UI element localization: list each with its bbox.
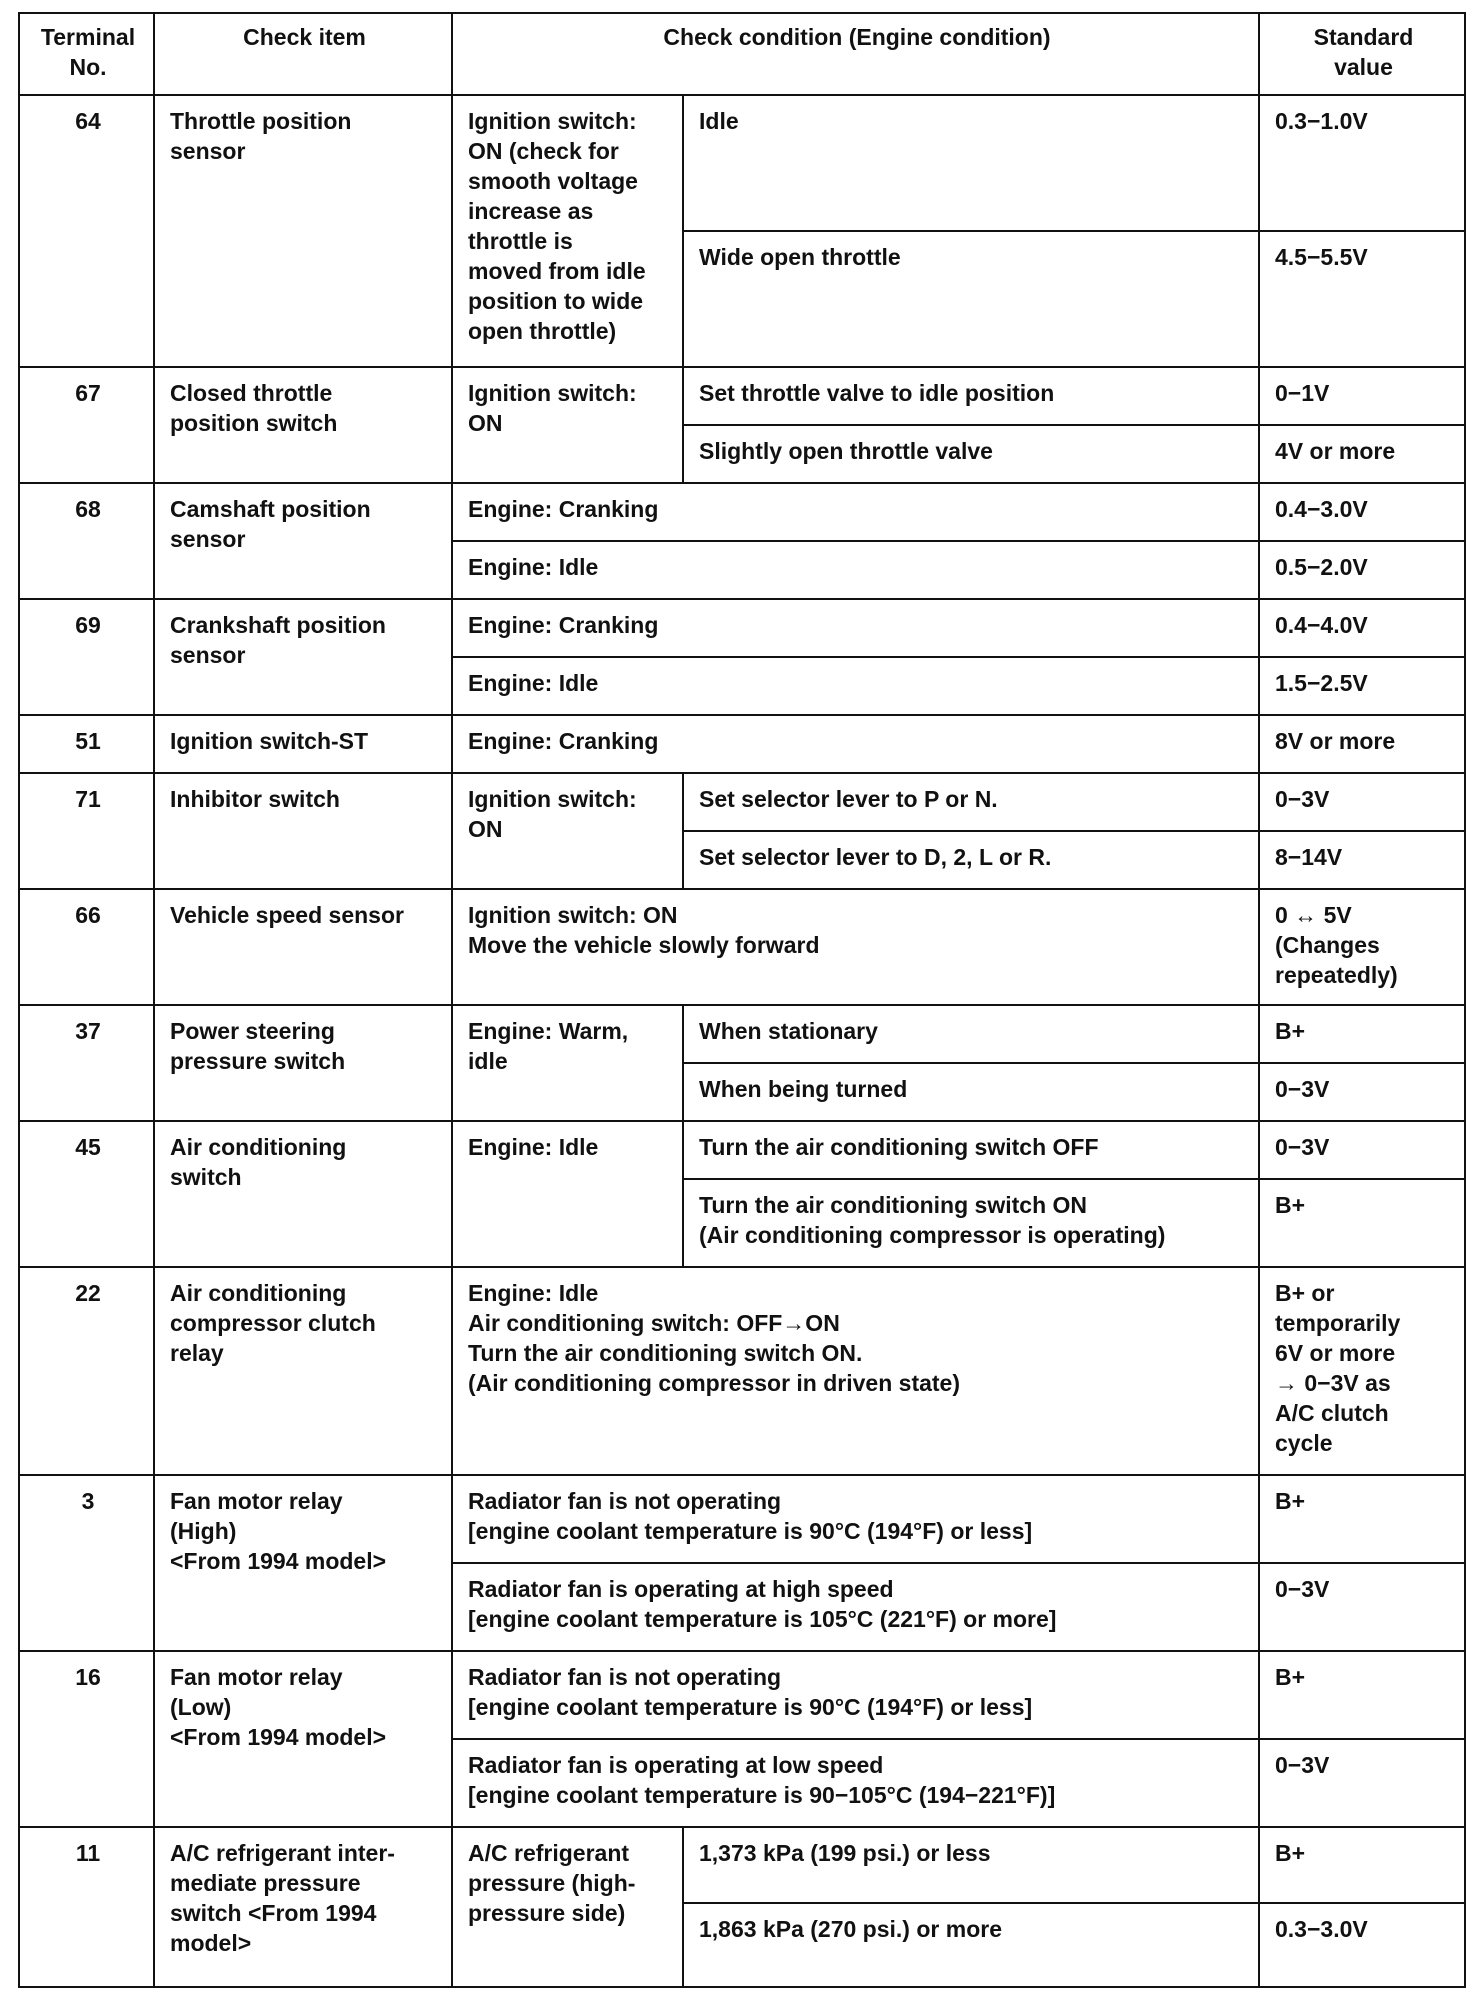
table-row bbox=[19, 483, 1465, 541]
table-row bbox=[19, 1475, 1465, 1563]
standard-value: 4.5−5.5V bbox=[1259, 231, 1465, 367]
terminal-number: 64 bbox=[19, 95, 154, 367]
terminal-number: 68 bbox=[19, 483, 154, 599]
table-row bbox=[19, 95, 1465, 231]
check-condition: Radiator fan is operating at low speed [engine coolant temperature is 90−105°C (194−221°F)] bbox=[452, 1739, 1259, 1827]
terminal-number: 16 bbox=[19, 1651, 154, 1827]
check-condition: Engine: Cranking bbox=[452, 715, 1259, 773]
check-condition: Engine: Idle bbox=[452, 657, 1259, 715]
standard-value: 0.3−3.0V bbox=[1259, 1903, 1465, 1987]
terminal-number: 51 bbox=[19, 715, 154, 773]
condition-detail: Idle bbox=[683, 95, 1259, 231]
standard-value: 0−3V bbox=[1259, 1121, 1465, 1179]
check-condition: Ignition switch: ON (check for smooth voltage increase as throttle is moved from idle position to wide open throttle) bbox=[452, 95, 683, 367]
standard-value: B+ bbox=[1259, 1005, 1465, 1063]
check-item: Crankshaft position sensor bbox=[154, 599, 452, 715]
condition-detail: When stationary bbox=[683, 1005, 1259, 1063]
standard-value: B+ bbox=[1259, 1475, 1465, 1563]
header-row bbox=[19, 13, 1465, 95]
condition-detail: Set throttle valve to idle position bbox=[683, 367, 1259, 425]
standard-value: 0.4−3.0V bbox=[1259, 483, 1465, 541]
check-condition: Ignition switch: ON Move the vehicle slowly forward bbox=[452, 889, 1259, 1005]
table-row bbox=[19, 1267, 1465, 1475]
check-condition: Radiator fan is operating at high speed [engine coolant temperature is 105°C (221°F) or more] bbox=[452, 1563, 1259, 1651]
table-row bbox=[19, 1651, 1465, 1739]
check-condition: Engine: Idle Air conditioning switch: OFF→ON Turn the air conditioning switch ON. (Air conditioning compressor in driven state) bbox=[452, 1267, 1259, 1475]
table-row bbox=[19, 773, 1465, 831]
terminal-number: 69 bbox=[19, 599, 154, 715]
check-item: Inhibitor switch bbox=[154, 773, 452, 889]
standard-value: 0−3V bbox=[1259, 1739, 1465, 1827]
standard-value: B+ bbox=[1259, 1651, 1465, 1739]
header-check-condition: Check condition (Engine condition) bbox=[452, 13, 1259, 95]
check-condition: Engine: Cranking bbox=[452, 483, 1259, 541]
check-item: Power steering pressure switch bbox=[154, 1005, 452, 1121]
table-row bbox=[19, 715, 1465, 773]
terminal-number: 3 bbox=[19, 1475, 154, 1651]
table-row bbox=[19, 1121, 1465, 1179]
terminal-number: 66 bbox=[19, 889, 154, 1005]
standard-value: 0−1V bbox=[1259, 367, 1465, 425]
standard-value: 0−3V bbox=[1259, 1563, 1465, 1651]
standard-value: 0.3−1.0V bbox=[1259, 95, 1465, 231]
condition-detail: 1,373 kPa (199 psi.) or less bbox=[683, 1827, 1259, 1903]
check-item: Camshaft position sensor bbox=[154, 483, 452, 599]
condition-detail: 1,863 kPa (270 psi.) or more bbox=[683, 1903, 1259, 1987]
condition-detail: Turn the air conditioning switch ON (Air conditioning compressor is operating) bbox=[683, 1179, 1259, 1267]
table-row bbox=[19, 367, 1465, 425]
standard-value: 0−3V bbox=[1259, 773, 1465, 831]
standard-value: 1.5−2.5V bbox=[1259, 657, 1465, 715]
terminal-number: 71 bbox=[19, 773, 154, 889]
check-item: A/C refrigerant inter- mediate pressure switch <From 1994 model> bbox=[154, 1827, 452, 1987]
condition-detail: Turn the air conditioning switch OFF bbox=[683, 1121, 1259, 1179]
standard-value: 0−3V bbox=[1259, 1063, 1465, 1121]
condition-detail: Set selector lever to P or N. bbox=[683, 773, 1259, 831]
standard-value: 8V or more bbox=[1259, 715, 1465, 773]
check-condition: Radiator fan is not operating [engine coolant temperature is 90°C (194°F) or less] bbox=[452, 1651, 1259, 1739]
header-standard-value: Standard value bbox=[1259, 13, 1465, 95]
condition-detail: Wide open throttle bbox=[683, 231, 1259, 367]
terminal-number: 67 bbox=[19, 367, 154, 483]
table-row bbox=[19, 1005, 1465, 1063]
terminal-number: 11 bbox=[19, 1827, 154, 1987]
terminal-number: 45 bbox=[19, 1121, 154, 1267]
standard-value: 4V or more bbox=[1259, 425, 1465, 483]
standard-value: B+ or temporarily 6V or more → 0−3V as A/C clutch cycle bbox=[1259, 1267, 1465, 1475]
check-condition: Engine: Warm, idle bbox=[452, 1005, 683, 1121]
standard-value: B+ bbox=[1259, 1827, 1465, 1903]
header-terminal: Terminal No. bbox=[19, 13, 154, 95]
check-item: Air conditioning compressor clutch relay bbox=[154, 1267, 452, 1475]
standard-value: B+ bbox=[1259, 1179, 1465, 1267]
check-condition: Ignition switch: ON bbox=[452, 367, 683, 483]
header-check-item: Check item bbox=[154, 13, 452, 95]
table-row bbox=[19, 889, 1465, 1005]
check-condition: Ignition switch: ON bbox=[452, 773, 683, 889]
table-row bbox=[19, 599, 1465, 657]
check-item: Fan motor relay (High) <From 1994 model> bbox=[154, 1475, 452, 1651]
check-condition: Engine: Idle bbox=[452, 1121, 683, 1267]
terminal-number: 37 bbox=[19, 1005, 154, 1121]
check-condition: Radiator fan is not operating [engine coolant temperature is 90°C (194°F) or less] bbox=[452, 1475, 1259, 1563]
standard-value: 0.4−4.0V bbox=[1259, 599, 1465, 657]
check-item: Throttle position sensor bbox=[154, 95, 452, 367]
standard-value: 8−14V bbox=[1259, 831, 1465, 889]
check-item: Air conditioning switch bbox=[154, 1121, 452, 1267]
standard-value: 0 ↔ 5V (Changes repeatedly) bbox=[1259, 889, 1465, 1005]
check-item: Vehicle speed sensor bbox=[154, 889, 452, 1005]
condition-detail: When being turned bbox=[683, 1063, 1259, 1121]
check-item: Fan motor relay (Low) <From 1994 model> bbox=[154, 1651, 452, 1827]
check-condition: Engine: Cranking bbox=[452, 599, 1259, 657]
inspection-table bbox=[18, 12, 1466, 1988]
condition-detail: Slightly open throttle valve bbox=[683, 425, 1259, 483]
standard-value: 0.5−2.0V bbox=[1259, 541, 1465, 599]
check-condition: Engine: Idle bbox=[452, 541, 1259, 599]
table-row bbox=[19, 1827, 1465, 1903]
terminal-number: 22 bbox=[19, 1267, 154, 1475]
check-item: Closed throttle position switch bbox=[154, 367, 452, 483]
condition-detail: Set selector lever to D, 2, L or R. bbox=[683, 831, 1259, 889]
check-item: Ignition switch-ST bbox=[154, 715, 452, 773]
check-condition: A/C refrigerant pressure (high- pressure side) bbox=[452, 1827, 683, 1987]
